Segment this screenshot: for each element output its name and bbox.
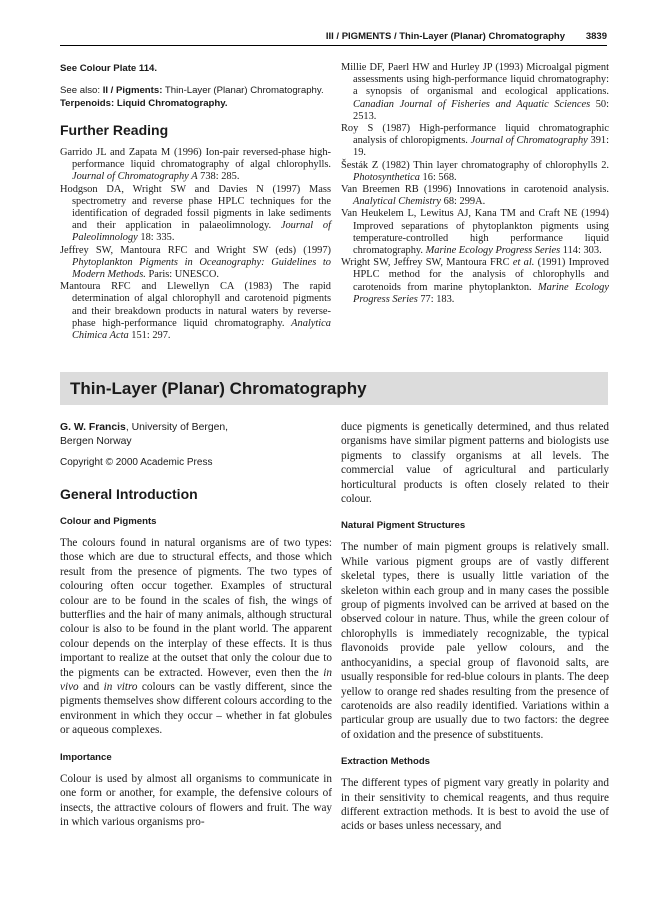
reference-journal: Marine Ecology Progress Series [425,245,561,257]
extraction-methods-heading: Extraction Methods [341,756,431,768]
extraction-methods-paragraph: The different types of pigment vary greatly in polarity and in their sensitivity to chemical reagents, and thus require different extraction methods. It is best to avoid the use of acids or bases unless necessary, and [341,777,609,833]
reference-item: Millie DF, Paerl HW and Hurley JP (1993) Microalgal pigment assessments using high-performance liquid chromatography: a synopsis of organismal and ecological applications. Canadian Journal of Fisheries and Aquatic Sciences 50: 2513. [341,62,609,122]
natural-pigment-structures-paragraph: The number of main pigment groups is relatively small. While various pigment groups are of vastly different skeletal types, there is usually little variation of the skeleton within each group and in many cases the possible group of pigments involved can be arrived at based on the observed colour in nature. Thus, while the green colour of chlorophylls is immediately recognizable, the typical flavonoids provide pale yellow colours, and the anthocyanidins, a special group of flavonoid salts, are usually responsible for red-blue colours in plants. The deep yellow to orange red shades resulting from the presence of carotenoids are also readily identified. Variations within a particular group are usually due to two factors: the degree of oxidation and the presence of substituents. [341,541,609,741]
see-colour-plate: See Colour Plate 114. [60,63,158,74]
further-reading-heading: Further Reading [60,122,169,138]
colour-and-pigments-heading: Colour and Pigments [60,516,157,527]
reference-journal: Phytoplankton Pigments in Oceanography: Guidelines to Modern Methods. [72,256,331,281]
colour-and-pigments-paragraph: The colours found in natural organisms are of two types: those which are due to structural effects, and those which result from the presence of pigments. The two types of colouring often occur together. Examples of structural colour are to be found in the scales of fish, the wings of butterflies and the hair of many animals, although structural colour is also to be found in the plant world. The apparent colour depends on the interplay of these effects. It is thus important to realize at the outset that only the colour due to the pigments can be extracted. However, even then the in vivo and in vitro colours can be vastly different, since the pigments themselves show different colours according to the environment in which they occur – whether in fat globules or aqueous complexes. [60,537,332,737]
reference-journal: Marine Ecology Progress Series [353,281,609,305]
reference-item: Van Heukelem L, Lewitus AJ, Kana TM and Craft NE (1994) Improved separations of phytoplankton pigments using temperature-controlled high performance liquid chromatography. Marine Ecology Progress Series 114: 303. [341,208,609,257]
article-title-bar [60,372,608,405]
reference-journal: Analytical Chemistry [353,196,442,208]
reference-journal: Canadian Journal of Fisheries and Aquatic Sciences [353,98,591,110]
see-also-link-terpenoids[interactable]: Terpenoids: Liquid Chromatography. [60,98,228,109]
page-number: 3839 [585,31,607,42]
natural-pigment-structures-heading: Natural Pigment Structures [341,520,466,532]
see-also: See also: II / Pigments: Thin-Layer (Planar) Chromatography. Terpenoids: Liquid Chromatography. [60,85,324,109]
importance-heading: Importance [60,751,112,763]
author-line: G. W. Francis, University of Bergen, Bergen Norway [60,422,229,447]
body-left-column [60,421,332,829]
see-also-link-pigments[interactable]: II / Pigments: [102,85,163,96]
author-name: G. W. Francis [60,422,126,433]
further-reading-right-column [341,62,609,306]
importance-paragraph: Colour is used by almost all organisms to communicate in one form or another, for example, the defensive colours of insects, the attractive colours of flowers and fruit. The way in which various organisms pro- [60,772,332,828]
article-title: Thin-Layer (Planar) Chromatography [70,379,367,398]
reference-item: Šesták Z (1982) Thin layer chromatography of chlorophylls 2. Photosynthetica 16: 568. [341,159,609,183]
reference-item: Jeffrey SW, Mantoura RFC and Wright SW (eds) (1997) Phytoplankton Pigments in Oceanography: Guidelines to Modern Methods. Paris: UNESCO. [60,244,331,281]
general-introduction-heading: General Introduction [60,486,198,502]
header-title: III / PIGMENTS / Thin-Layer (Planar) Chromatography [325,31,565,42]
reference-item: Mantoura RFC and Llewellyn CA (1983) The rapid determination of algal chlorophyll and carotenoid pigments and their breakdown products in natural waters by reverse-phase high-performance liquid chromatography. Analytica Chimica Acta 151: 297. [60,281,331,342]
reference-item: Van Breemen RB (1996) Innovations in carotenoid analysis. Analytical Chemistry 68: 299A. [341,184,609,208]
reference-journal: Photosynthetica [353,171,420,183]
reference-item: Garrido JL and Zapata M (1996) Ion-pair reversed-phase high-performance liquid chromatography of algal chlorophylls. Journal of Chromatography A 738: 285. [60,147,331,183]
reference-item: Roy S (1987) High-performance liquid chromatographic analysis of chloropigments. Journal of Chromatography 391: 19. [341,123,609,159]
reference-item: Hodgson DA, Wright SW and Davies N (1997) Mass spectrometry and reverse phase HPLC techniques for the identification of degraded fossil pigments in lake sediments and their application in palaeolimnology. Journal of Paleolimnology 18: 335. [60,183,331,244]
reference-journal: Analytica Chimica Acta [72,317,331,342]
reference-journal: Journal of Chromatography [470,135,588,147]
reference-journal: Journal of Chromatography A [72,171,198,183]
running-header [60,31,607,46]
copyright: Copyright © 2000 Academic Press [60,457,213,468]
importance-paragraph-continued: duce pigments is genetically determined, and thus related organisms have similar pigment patterns and biologists use pigments to classify organisms at all levels. The commercial value of agricultural and particularly horticultural products is often closely related to their colour. [341,421,609,506]
reference-item: Wright SW, Jeffrey SW, Mantoura FRC et al. (1991) Improved HPLC method for the analysis of chlorophylls and carotenoids from marine phytoplankton. Marine Ecology Progress Series 77: 183. [341,257,610,305]
reference-journal: et al. [512,257,535,269]
further-reading-left-column [60,62,331,342]
reference-journal: Journal of Paleolimnology [72,220,331,244]
body-right-column [341,420,609,834]
